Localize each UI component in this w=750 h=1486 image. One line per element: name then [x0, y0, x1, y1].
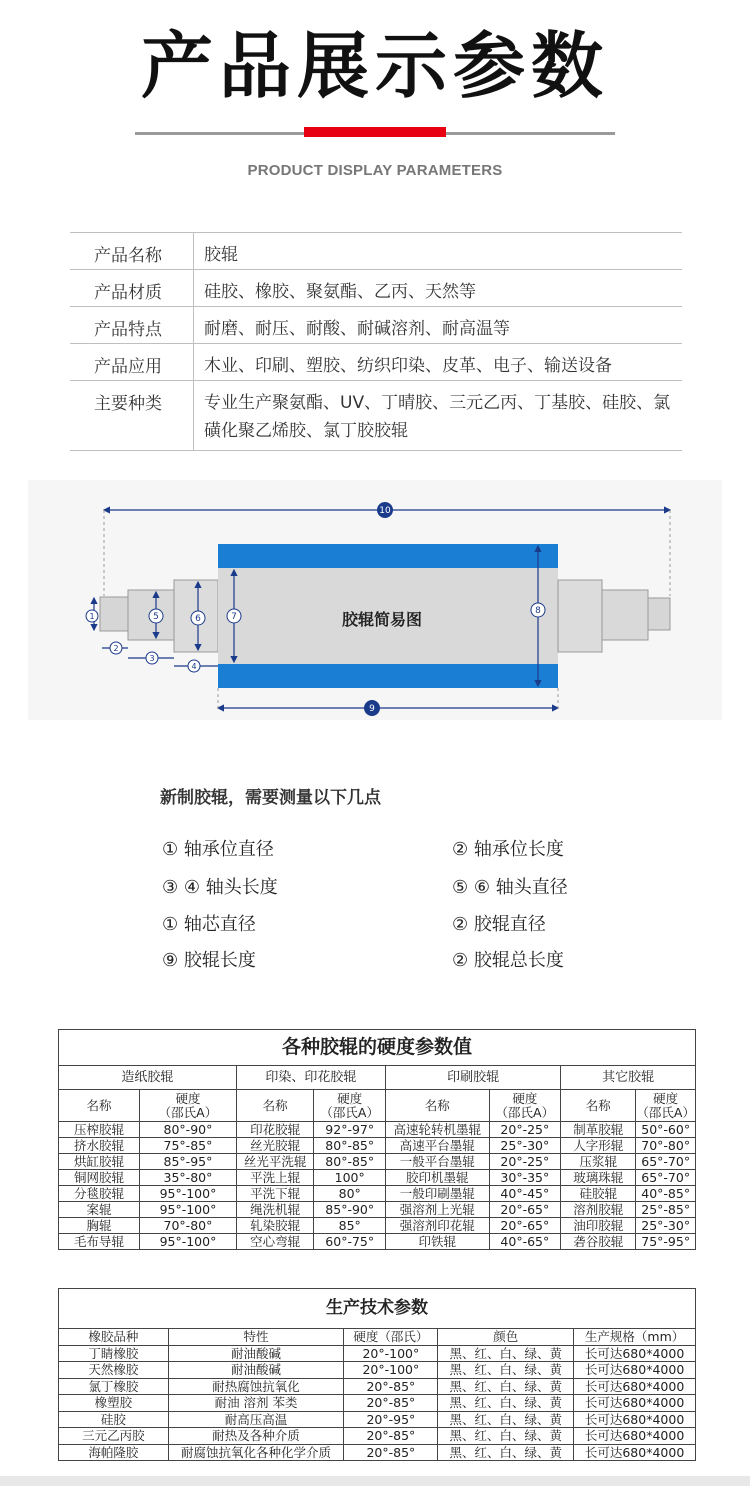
- table-cell: 20°-85°: [344, 1428, 438, 1445]
- info-value: 硅胶、橡胶、聚氨酯、乙丙、天然等: [204, 282, 476, 302]
- measure-text: 轴头长度: [205, 877, 278, 898]
- info-key: 产品特点: [70, 307, 194, 343]
- table-cell: 25°-30°: [489, 1138, 561, 1154]
- measure-item: [162, 873, 278, 899]
- table-cell: 印铁辊: [386, 1234, 490, 1250]
- hardness-unit: （邵氏A）: [158, 1104, 218, 1120]
- table-cell: 20°-85°: [344, 1444, 438, 1461]
- table-cell: 50°-60°: [636, 1122, 696, 1138]
- table-cell: 黑、红、白、绿、黄: [438, 1428, 574, 1445]
- table-cell: 20°-95°: [344, 1411, 438, 1428]
- marker-5: 5: [153, 612, 159, 622]
- table-row: [59, 1345, 696, 1362]
- table-cell: 95°-100°: [140, 1202, 237, 1218]
- product-info-table: [70, 232, 682, 451]
- hardness-label: 硬度: [653, 1090, 679, 1106]
- table-cell: 20°-100°: [344, 1345, 438, 1362]
- measure-num: ①: [162, 839, 179, 860]
- info-row: [70, 344, 682, 381]
- page-subtitle: PRODUCT DISPLAY PARAMETERS: [247, 162, 503, 179]
- table-cell: 耐热腐蚀抗氧化: [168, 1378, 344, 1395]
- roller-diagram: [28, 480, 722, 720]
- table-row: [59, 1186, 696, 1202]
- table-cell: 胸辊: [59, 1218, 140, 1234]
- table-cell: 丝光平洗辊: [236, 1154, 314, 1170]
- table-cell: 20°-85°: [344, 1395, 438, 1412]
- diagram-title: 胶辊简易图: [341, 610, 423, 629]
- table-cell: 平洗上辊: [236, 1170, 314, 1186]
- hardness-unit: （邵氏A）: [495, 1104, 555, 1120]
- table-row: [59, 1411, 696, 1428]
- group-header: 印染、印花胶辊: [236, 1066, 385, 1090]
- table-cell: 硅胶: [59, 1411, 169, 1428]
- table-cell: 20°-25°: [489, 1154, 561, 1170]
- measure-text: 胶辊长度: [183, 950, 256, 971]
- marker-3: 3: [149, 654, 155, 663]
- table-cell: 长可达680*4000: [574, 1428, 696, 1445]
- table-cell: 胶印机墨辊: [386, 1170, 490, 1186]
- table-cell: 65°-70°: [636, 1154, 696, 1170]
- info-row: [70, 270, 682, 307]
- table-cell: 丝光胶辊: [236, 1138, 314, 1154]
- measure-item: [452, 835, 564, 861]
- table-cell: 80°-85°: [314, 1154, 386, 1170]
- tech-table-caption: 生产技术参数: [59, 1289, 696, 1329]
- table-row: [59, 1444, 696, 1461]
- table-cell: 65°-70°: [636, 1170, 696, 1186]
- measure-num: ①: [162, 914, 179, 935]
- col-header-hardness: [636, 1090, 696, 1122]
- info-row: [70, 233, 682, 270]
- table-cell: 80°-90°: [140, 1122, 237, 1138]
- measure-text: 胶辊总长度: [473, 950, 564, 971]
- marker-4: 4: [191, 662, 197, 671]
- table-cell: 黑、红、白、绿、黄: [438, 1444, 574, 1461]
- measure-num: ②: [452, 839, 469, 860]
- table-row: [59, 1395, 696, 1412]
- table-row: [59, 1154, 696, 1170]
- table-cell: 丁睛橡胶: [59, 1345, 169, 1362]
- table-cell: 60°-75°: [314, 1234, 386, 1250]
- table-cell: 一般平台墨辊: [386, 1154, 490, 1170]
- hardness-label: 硬度: [512, 1090, 538, 1106]
- measure-text: 轴头直径: [495, 877, 568, 898]
- info-value: 耐磨、耐压、耐酸、耐碱溶剂、耐高温等: [204, 319, 510, 339]
- table-cell: 40°-85°: [636, 1186, 696, 1202]
- table-cell: 20°-25°: [489, 1122, 561, 1138]
- table-cell: 橡塑胶: [59, 1395, 169, 1412]
- table-cell: 40°-65°: [489, 1234, 561, 1250]
- table-row: [59, 1234, 696, 1250]
- table-cell: 长可达680*4000: [574, 1378, 696, 1395]
- title-accent-bar: [304, 127, 446, 137]
- table-cell: 三元乙丙胶: [59, 1428, 169, 1445]
- table-cell: 印花胶辊: [236, 1122, 314, 1138]
- table-cell: 长可达680*4000: [574, 1362, 696, 1379]
- col-header-hardness: [140, 1090, 237, 1122]
- group-header: 造纸胶辊: [59, 1066, 237, 1090]
- measure-num: ②: [452, 914, 469, 935]
- table-cell: 70°-80°: [140, 1218, 237, 1234]
- marker-6: 6: [195, 614, 201, 624]
- col-header-name: 名称: [59, 1090, 140, 1122]
- table-cell: 长可达680*4000: [574, 1395, 696, 1412]
- table-row: [59, 1362, 696, 1379]
- table-cell: 30°-35°: [489, 1170, 561, 1186]
- measure-intro: 新制胶辊，需要测量以下几点: [160, 788, 381, 808]
- table-row: [59, 1202, 696, 1218]
- hardness-unit: （邵氏A）: [320, 1104, 379, 1120]
- table-cell: 100°: [314, 1170, 386, 1186]
- table-cell: 溶剂胶辊: [561, 1202, 636, 1218]
- table-cell: 20°-65°: [489, 1218, 561, 1234]
- col-header: 硬度（邵氏）: [344, 1329, 438, 1346]
- bearing-seat-right: [648, 598, 670, 630]
- col-header: 生产规格（mm）: [574, 1329, 696, 1346]
- measure-item: [452, 873, 568, 899]
- table-cell: 挤水胶辊: [59, 1138, 140, 1154]
- col-header: 橡胶品种: [59, 1329, 169, 1346]
- table-cell: 耐油 溶剂 苯类: [168, 1395, 344, 1412]
- table-cell: 轧染胶辊: [236, 1218, 314, 1234]
- table-cell: 黑、红、白、绿、黄: [438, 1345, 574, 1362]
- table-cell: 人字形辊: [561, 1138, 636, 1154]
- table-cell: 70°-80°: [636, 1138, 696, 1154]
- table-cell: 案辊: [59, 1202, 140, 1218]
- table-row: [59, 1170, 696, 1186]
- hardness-label: 硬度: [337, 1090, 363, 1106]
- table-cell: 油印胶辊: [561, 1218, 636, 1234]
- hardness-table: [58, 1029, 696, 1250]
- table-cell: 强溶剂上光辊: [386, 1202, 490, 1218]
- table-cell: 分毯胶辊: [59, 1186, 140, 1202]
- table-cell: 制革胶辊: [561, 1122, 636, 1138]
- shaft-head-right: [558, 580, 602, 652]
- table-cell: 玻璃珠辊: [561, 1170, 636, 1186]
- measure-num: ⑤ ⑥: [452, 877, 490, 898]
- info-key: 产品名称: [70, 233, 194, 269]
- group-header: 印刷胶辊: [386, 1066, 561, 1090]
- table-cell: 85°-95°: [140, 1154, 237, 1170]
- table-cell: 85°-90°: [314, 1202, 386, 1218]
- page-title: 产品展示参数: [140, 24, 609, 108]
- measure-text: 轴承位直径: [183, 839, 274, 860]
- col-header: 颜色: [438, 1329, 574, 1346]
- marker-7: 7: [231, 612, 237, 622]
- table-cell: 毛布导辊: [59, 1234, 140, 1250]
- table-cell: 氯丁橡胶: [59, 1378, 169, 1395]
- info-value: 胶辊: [204, 245, 238, 265]
- marker-9: 9: [369, 704, 375, 714]
- col-header-name: 名称: [386, 1090, 490, 1122]
- table-cell: 高速轮转机墨辊: [386, 1122, 490, 1138]
- info-value: 木业、印刷、塑胶、纺织印染、皮革、电子、输送设备: [204, 356, 612, 376]
- group-header: 其它胶辊: [561, 1066, 696, 1090]
- marker-10: 10: [379, 506, 391, 516]
- table-row: [59, 1138, 696, 1154]
- table-row: [59, 1122, 696, 1138]
- col-header-hardness: [489, 1090, 561, 1122]
- info-row: [70, 307, 682, 344]
- table-cell: 耐热及各种介质: [168, 1428, 344, 1445]
- table-cell: 黑、红、白、绿、黄: [438, 1362, 574, 1379]
- table-cell: 压榨胶辊: [59, 1122, 140, 1138]
- table-cell: 95°-100°: [140, 1186, 237, 1202]
- bearing-seat-left: [100, 597, 128, 631]
- shaft-step-right: [602, 590, 648, 640]
- info-key: 产品应用: [70, 344, 194, 380]
- table-cell: 20°-85°: [344, 1378, 438, 1395]
- table-cell: 35°-80°: [140, 1170, 237, 1186]
- marker-1: 1: [89, 612, 95, 621]
- table-cell: 25°-85°: [636, 1202, 696, 1218]
- footer-band: [0, 1476, 750, 1486]
- col-header-hardness: [314, 1090, 386, 1122]
- table-cell: 长可达680*4000: [574, 1411, 696, 1428]
- table-cell: 压浆辊: [561, 1154, 636, 1170]
- table-cell: 长可达680*4000: [574, 1444, 696, 1461]
- table-cell: 75°-95°: [636, 1234, 696, 1250]
- table-cell: 85°: [314, 1218, 386, 1234]
- table-cell: 平洗下辊: [236, 1186, 314, 1202]
- table-cell: 砻谷胶辊: [561, 1234, 636, 1250]
- table-row: [59, 1428, 696, 1445]
- table-cell: 黑、红、白、绿、黄: [438, 1395, 574, 1412]
- col-header-name: 名称: [561, 1090, 636, 1122]
- table-cell: 黑、红、白、绿、黄: [438, 1411, 574, 1428]
- table-cell: 铜网胶辊: [59, 1170, 140, 1186]
- marker-2: 2: [113, 644, 119, 653]
- table-cell: 80°-85°: [314, 1138, 386, 1154]
- marker-8: 8: [535, 606, 541, 616]
- tech-params-table: [58, 1288, 696, 1461]
- measure-item: [452, 946, 564, 972]
- table-cell: 40°-45°: [489, 1186, 561, 1202]
- table-cell: 硅胶辊: [561, 1186, 636, 1202]
- measure-num: ②: [452, 950, 469, 971]
- measure-item: [162, 946, 256, 972]
- table-cell: 75°-85°: [140, 1138, 237, 1154]
- measure-item: [452, 910, 546, 936]
- table-cell: 92°-97°: [314, 1122, 386, 1138]
- info-key: 主要种类: [70, 381, 194, 450]
- table-cell: 海帕隆胶: [59, 1444, 169, 1461]
- table-cell: 黑、红、白、绿、黄: [438, 1378, 574, 1395]
- col-header-name: 名称: [236, 1090, 314, 1122]
- table-cell: 绳洗机辊: [236, 1202, 314, 1218]
- table-cell: 强溶剂印花辊: [386, 1218, 490, 1234]
- measure-item: [162, 910, 256, 936]
- measure-num: ⑨: [162, 950, 179, 971]
- table-row: [59, 1218, 696, 1234]
- col-header: 特性: [168, 1329, 344, 1346]
- table-cell: 长可达680*4000: [574, 1345, 696, 1362]
- table-cell: 耐高压高温: [168, 1411, 344, 1428]
- table-cell: 20°-65°: [489, 1202, 561, 1218]
- info-key: 产品材质: [70, 270, 194, 306]
- measure-text: 轴承位长度: [473, 839, 564, 860]
- table-cell: 高速平台墨辊: [386, 1138, 490, 1154]
- hardness-label: 硬度: [175, 1090, 201, 1106]
- measure-item: [162, 835, 274, 861]
- info-value: 专业生产聚氨酯、UV、丁晴胶、三元乙丙、丁基胶、硅胶、氯磺化聚乙烯胶、氯丁胶胶辊: [204, 393, 671, 441]
- hardness-table-caption: 各种胶辊的硬度参数值: [59, 1030, 696, 1066]
- hardness-unit: （邵氏A）: [636, 1104, 695, 1120]
- info-row: [70, 381, 682, 451]
- table-cell: 天然橡胶: [59, 1362, 169, 1379]
- table-cell: 耐腐蚀抗氧化各种化学介质: [168, 1444, 344, 1461]
- measure-text: 胶辊直径: [473, 914, 546, 935]
- table-cell: 20°-100°: [344, 1362, 438, 1379]
- table-cell: 耐油酸碱: [168, 1345, 344, 1362]
- roller-diagram-svg: [28, 480, 722, 720]
- measure-num: ③ ④: [162, 877, 200, 898]
- table-cell: 耐油酸碱: [168, 1362, 344, 1379]
- table-cell: 空心弯辊: [236, 1234, 314, 1250]
- measure-text: 轴芯直径: [183, 914, 256, 935]
- table-cell: 80°: [314, 1186, 386, 1202]
- table-cell: 95°-100°: [140, 1234, 237, 1250]
- table-cell: 烘缸胶辊: [59, 1154, 140, 1170]
- table-cell: 25°-30°: [636, 1218, 696, 1234]
- table-cell: 一般印刷墨辊: [386, 1186, 490, 1202]
- table-row: [59, 1378, 696, 1395]
